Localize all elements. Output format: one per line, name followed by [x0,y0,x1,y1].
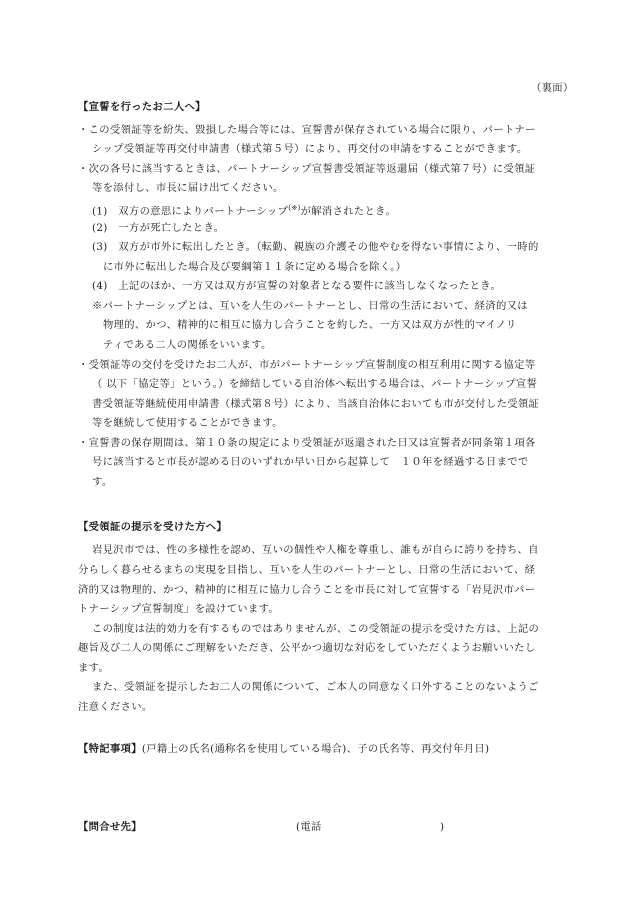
section1-line: ・次の各号に該当するときは、パートナーシップ宣誓書受領証等返還届（様式第７号）に受領証 [78,163,536,175]
section2-line: 済的又は物理的、かつ、精神的に相互に協力し合うことを市長に対して宣誓する「岩見沢市パー [78,584,536,596]
section1-line: 等を添付し、市長に届け出てください。 [92,182,284,194]
section2-line: 分らしく暮らせるまちの実現を目指し、互いを人生のパートナーとし、日常の生活において、経 [78,564,536,576]
section1-line: す。 [92,476,113,488]
section1-line: 号に該当すると市長が認める日のいずれか早い日から起算して １０年を経過する日までで [92,456,529,468]
section1-line: (1) 双方の意思によりパートナーシップ(※)が解消されたとき。 [92,204,397,218]
section1-line: ・受領証等の交付を受けたお二人が、市がパートナーシップ宣誓制度の相互利用に関する協定等 [78,359,536,371]
section2-line: ます。 [78,662,110,674]
section2-line: この制度は法的効力を有するものではありませんが、この受領証の提示を受けた方は、上記の [92,623,540,635]
section1-line: 物理的、かつ、精神的に相互に協力し合うことを約した、一方又は双方が性的マイノリ [103,319,517,331]
section1-line: ・この受領証等を紛失、毀損した場合等には、宣誓書が保存されている場合に限り、パートナー [78,124,536,136]
section2-line: また、受領証を提示したお二人の関係について、ご本人の同意なく口外することのないようご [92,681,539,693]
section2-heading: 【受領証の提示を受けた方へ】 [78,521,228,533]
section1-line: 書受領証等継続使用申請書（様式第８号）により、当該自治体においても市が交付した受領証 [92,398,540,410]
section1-line: ティである二人の関係をいいます。 [103,339,272,351]
special-notes [78,742,489,756]
section1-line: 等を継続して使用することができます。 [92,417,283,429]
section1-heading: 【宣誓を行ったお二人へ】 [78,101,206,113]
special-notes-text: (戸籍上の氏名(通称名を使用している場合)、子の氏名等、再交付年月日) [141,743,490,755]
contact-phone-open: (電話 [296,821,322,833]
section2-line: 趣旨及び二人の関係にご理解をいただき、公平かつ適切な対応をしていただくようお願いいたし [78,642,536,654]
section1-line: (3) 双方が市外に転出したとき。（転勤、親族の介護その他やむを得ない事情により、一時的 [92,241,539,253]
contact-phone-close: ) [440,821,445,833]
contact-heading: 【問合せ先】 [78,821,142,833]
special-notes-heading: 【特記事項】 [78,743,142,755]
section1-line: ・宣誓書の保存期間は、第１０条の規定により受領証が返還された日又は宣誓者が同条第１項各 [78,437,536,449]
section1-line: に市外に転出した場合及び要綱第１１条に定める場合を除く。） [103,261,407,273]
section2-line: トナーシップ宣誓制度」を設けています。 [78,603,280,615]
note-mark: (※) [288,204,301,212]
section2-line: 岩見沢市では、性の多様性を認め、互いの個性や人権を尊重し、誰もが自らに誇りを持ち、自 [92,544,539,556]
section1-line: シップ受領証等再交付申請書（様式第５号）により、再交付の申請をすることができます。 [92,143,528,155]
section1-line: (2) 一方が死亡したとき。 [92,222,225,234]
section1-line: ※パートナーシップとは、互いを人生のパートナーとし、日常の生活において、経済的又は [92,300,528,312]
back-side-label: （裏面） [531,82,574,94]
section2-line: 注意ください。 [78,701,153,713]
section1-line: （ 以下「協定等」という。）を締結している自治体へ転出する場合は、パートナーシップ宣誓 [92,378,538,390]
section1-line: (4) 上記のほか、一方又は双方が宣誓の対象者となる要件に該当しなくなったとき。 [92,280,502,292]
